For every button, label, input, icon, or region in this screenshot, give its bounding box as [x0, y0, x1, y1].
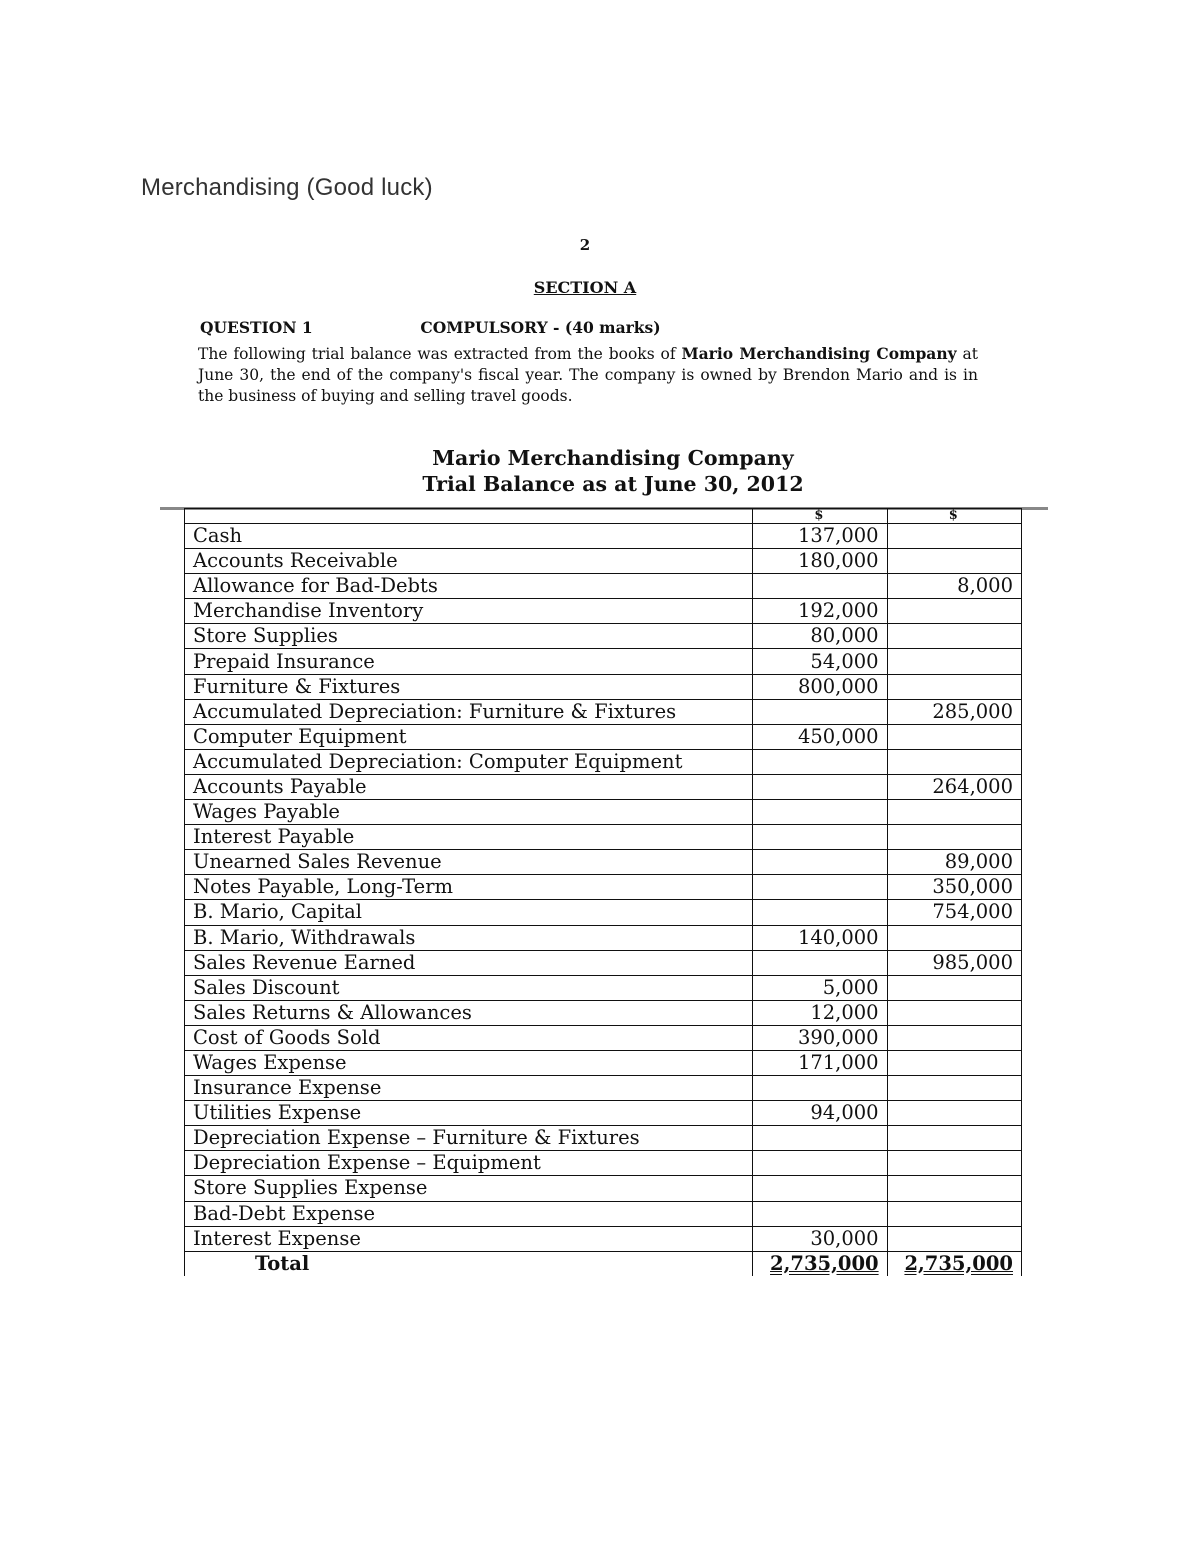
debit-cell: 140,000	[753, 925, 887, 950]
credit-cell: 8,000	[887, 574, 1021, 599]
table-row	[185, 1076, 1022, 1101]
debit-cell	[753, 825, 887, 850]
section-heading: SECTION A	[533, 278, 637, 297]
credit-cell	[887, 749, 1021, 774]
credit-cell	[887, 624, 1021, 649]
credit-cell: 754,000	[887, 900, 1021, 925]
total-credit: 2,735,000	[887, 1251, 1021, 1276]
table-row	[185, 574, 1022, 599]
credit-cell	[887, 1151, 1021, 1176]
debit-cell: 54,000	[753, 649, 887, 674]
debit-cell	[753, 900, 887, 925]
account-cell: Prepaid Insurance	[185, 649, 753, 674]
debit-cell	[753, 749, 887, 774]
credit-cell	[887, 649, 1021, 674]
table-row	[185, 1226, 1022, 1251]
account-cell: Depreciation Expense – Furniture & Fixtures	[185, 1126, 753, 1151]
table-row	[185, 850, 1022, 875]
account-cell: Wages Expense	[185, 1050, 753, 1075]
debit-cell	[753, 1151, 887, 1176]
table-row	[185, 900, 1022, 925]
debit-cell	[753, 1076, 887, 1101]
trial-balance-body	[185, 509, 1022, 1276]
table-row	[185, 524, 1022, 549]
debit-cell: 800,000	[753, 674, 887, 699]
account-cell: B. Mario, Withdrawals	[185, 925, 753, 950]
debit-cell	[753, 850, 887, 875]
debit-cell: 94,000	[753, 1101, 887, 1126]
question-intro	[198, 343, 978, 407]
table-row	[185, 1151, 1022, 1176]
debit-cell	[753, 774, 887, 799]
account-cell: Accumulated Depreciation: Furniture & Fixtures	[185, 699, 753, 724]
credit-cell	[887, 1000, 1021, 1025]
table-row	[185, 649, 1022, 674]
account-cell: Utilities Expense	[185, 1101, 753, 1126]
account-cell: Accounts Payable	[185, 774, 753, 799]
debit-cell	[753, 1126, 887, 1151]
credit-cell	[887, 925, 1021, 950]
account-cell: Wages Payable	[185, 800, 753, 825]
credit-cell: 285,000	[887, 699, 1021, 724]
account-cell: Interest Expense	[185, 1226, 753, 1251]
question-type: COMPULSORY - (40 marks)	[420, 318, 661, 337]
total-row	[185, 1251, 1022, 1276]
table-row	[185, 549, 1022, 574]
debit-cell	[753, 1201, 887, 1226]
credit-cell	[887, 1101, 1021, 1126]
debit-cell: 12,000	[753, 1000, 887, 1025]
table-row	[185, 599, 1022, 624]
column-header-debit: $	[753, 509, 887, 524]
debit-cell: 390,000	[753, 1025, 887, 1050]
table-header-row	[185, 509, 1022, 524]
account-cell: Cash	[185, 524, 753, 549]
account-cell: Accumulated Depreciation: Computer Equipment	[185, 749, 753, 774]
debit-cell	[753, 800, 887, 825]
account-cell: Accounts Receivable	[185, 549, 753, 574]
document-title: Merchandising (Good luck)	[141, 174, 433, 201]
credit-cell	[887, 524, 1021, 549]
credit-cell	[887, 599, 1021, 624]
table-row	[185, 749, 1022, 774]
table-row	[185, 674, 1022, 699]
credit-cell	[887, 674, 1021, 699]
table-row	[185, 1101, 1022, 1126]
table-row	[185, 1000, 1022, 1025]
question-label: QUESTION 1	[200, 318, 313, 337]
account-cell: Merchandise Inventory	[185, 599, 753, 624]
credit-cell	[887, 1176, 1021, 1201]
account-cell: Allowance for Bad-Debts	[185, 574, 753, 599]
account-cell: Store Supplies	[185, 624, 753, 649]
debit-cell: 450,000	[753, 724, 887, 749]
credit-cell	[887, 724, 1021, 749]
debit-cell: 5,000	[753, 975, 887, 1000]
total-label: Total	[185, 1251, 753, 1276]
table-row	[185, 825, 1022, 850]
credit-cell	[887, 825, 1021, 850]
column-header-account	[185, 509, 753, 524]
credit-cell: 89,000	[887, 850, 1021, 875]
credit-cell	[887, 1050, 1021, 1075]
account-cell: Depreciation Expense – Equipment	[185, 1151, 753, 1176]
column-header-credit: $	[887, 509, 1021, 524]
account-cell: Store Supplies Expense	[185, 1176, 753, 1201]
debit-cell	[753, 875, 887, 900]
credit-cell	[887, 1226, 1021, 1251]
account-cell: Notes Payable, Long-Term	[185, 875, 753, 900]
account-cell: B. Mario, Capital	[185, 900, 753, 925]
table-row	[185, 950, 1022, 975]
table-row	[185, 1025, 1022, 1050]
table-row	[185, 699, 1022, 724]
account-cell: Insurance Expense	[185, 1076, 753, 1101]
intro-text-part-2: at June 30, the end of the company's fiscal year. The company is owned by Brendon Mario and is in the business of buying and selling travel goods.	[198, 345, 978, 405]
debit-cell: 192,000	[753, 599, 887, 624]
debit-cell: 80,000	[753, 624, 887, 649]
account-cell: Cost of Goods Sold	[185, 1025, 753, 1050]
table-row	[185, 624, 1022, 649]
intro-company-name: Mario Merchandising Company	[681, 344, 957, 363]
table-row	[185, 975, 1022, 1000]
credit-cell	[887, 1076, 1021, 1101]
table-row	[185, 1201, 1022, 1226]
account-cell: Sales Returns & Allowances	[185, 1000, 753, 1025]
trial-balance-title: Trial Balance as at June 30, 2012	[422, 472, 804, 496]
trial-balance-company: Mario Merchandising Company	[432, 446, 794, 470]
table-row	[185, 1176, 1022, 1201]
debit-cell: 30,000	[753, 1226, 887, 1251]
table-row	[185, 800, 1022, 825]
debit-cell	[753, 699, 887, 724]
debit-cell: 171,000	[753, 1050, 887, 1075]
credit-cell	[887, 1201, 1021, 1226]
account-cell: Sales Revenue Earned	[185, 950, 753, 975]
total-debit: 2,735,000	[753, 1251, 887, 1276]
credit-cell	[887, 1126, 1021, 1151]
account-cell: Interest Payable	[185, 825, 753, 850]
page-number: 2	[579, 236, 591, 254]
credit-cell: 985,000	[887, 950, 1021, 975]
trial-balance-table	[184, 508, 1022, 1276]
credit-cell: 264,000	[887, 774, 1021, 799]
debit-cell	[753, 574, 887, 599]
debit-cell	[753, 1176, 887, 1201]
intro-text-part-1: The following trial balance was extracted from the books of	[198, 345, 682, 363]
account-cell: Computer Equipment	[185, 724, 753, 749]
debit-cell: 180,000	[753, 549, 887, 574]
credit-cell	[887, 1025, 1021, 1050]
table-row	[185, 774, 1022, 799]
table-row	[185, 875, 1022, 900]
table-row	[185, 1050, 1022, 1075]
credit-cell	[887, 800, 1021, 825]
account-cell: Sales Discount	[185, 975, 753, 1000]
account-cell: Furniture & Fixtures	[185, 674, 753, 699]
credit-cell	[887, 549, 1021, 574]
account-cell: Unearned Sales Revenue	[185, 850, 753, 875]
credit-cell	[887, 975, 1021, 1000]
table-row	[185, 925, 1022, 950]
account-cell: Bad-Debt Expense	[185, 1201, 753, 1226]
debit-cell	[753, 950, 887, 975]
question-header	[200, 318, 661, 337]
table-row	[185, 1126, 1022, 1151]
debit-cell: 137,000	[753, 524, 887, 549]
credit-cell: 350,000	[887, 875, 1021, 900]
table-row	[185, 724, 1022, 749]
